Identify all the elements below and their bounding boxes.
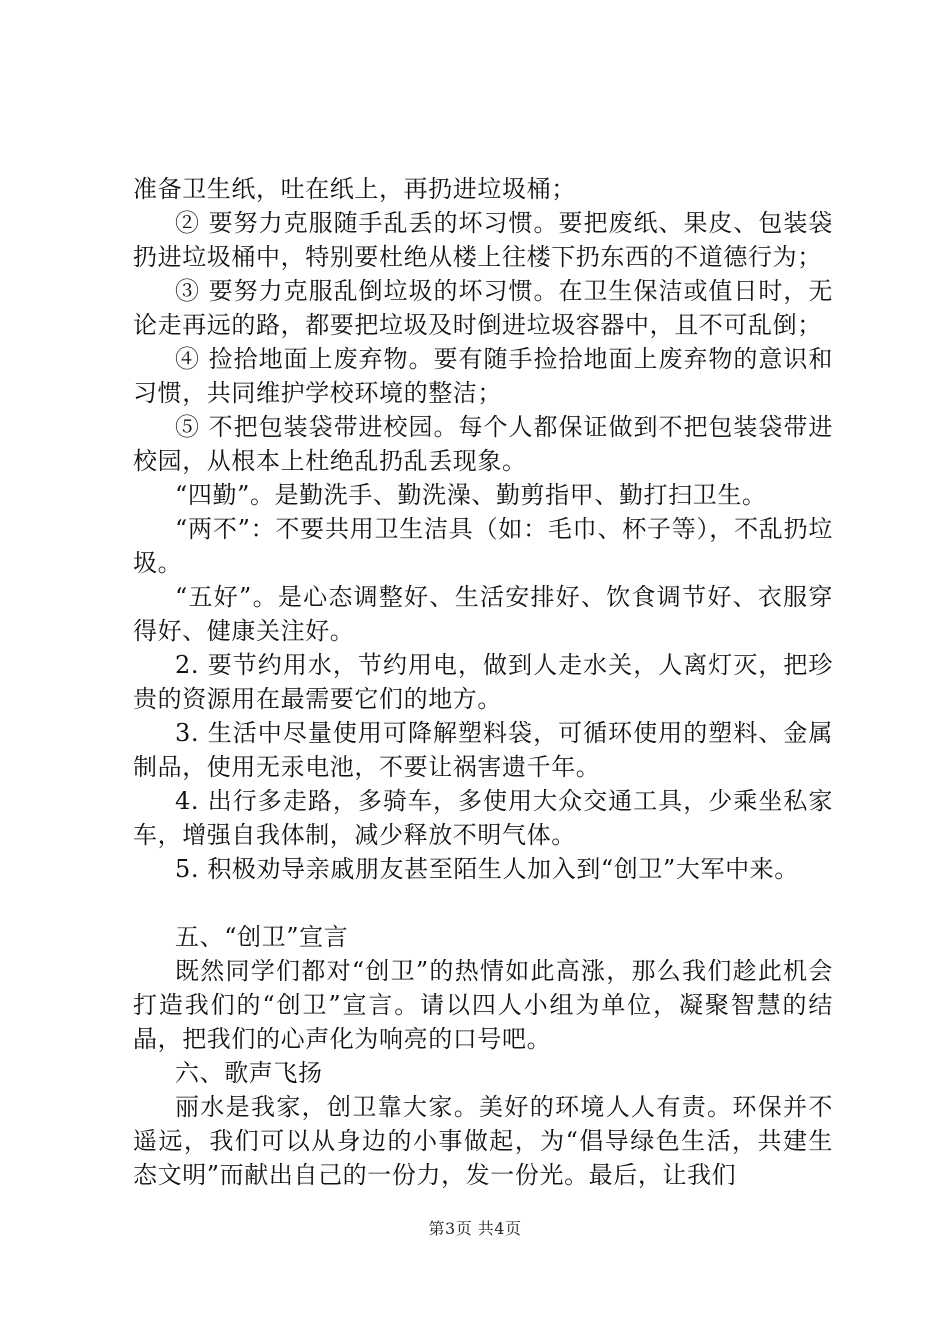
list-item-4: ④ 捡拾地面上废弃物。要有随手捡拾地面上废弃物的意识和习惯，共同维护学校环境的整洁； — [133, 345, 833, 407]
paragraph-continuation: 准备卫生纸，吐在纸上，再扔进垃圾桶； — [133, 175, 576, 203]
paragraph-wu-hao: “五好”。是心态调整好、生活安排好、饮食调节好、衣服穿得好、健康关注好。 — [133, 583, 833, 645]
numbered-item-5: 5. 积极劝导亲戚朋友甚至陌生人加入到“创卫”大军中来。 — [175, 855, 799, 883]
numbered-item-2: 2. 要节约用水，节约用电，做到人走水关，人离灯灭，把珍贵的资源用在最需要它们的地方。 — [133, 651, 833, 713]
paragraph-closing: 丽水是我家，创卫靠大家。美好的环境人人有责。环保并不遥远，我们可以从身边的小事做起，为“倡导绿色生活，共建生态文明”而献出自己的一份力，发一份光。最后，让我们 — [133, 1093, 833, 1189]
paragraph-liang-bu: “两不”：不要共用卫生洁具（如：毛巾、杯子等），不乱扔垃圾。 — [133, 515, 833, 577]
list-item-5: ⑤ 不把包装袋带进校园。每个人都保证做到不把包装袋带进校园，从根本上杜绝乱扔乱丢现象。 — [133, 413, 833, 475]
section-heading-6: 六、歌声飞扬 — [175, 1059, 323, 1087]
list-item-3: ③ 要努力克服乱倒垃圾的坏习惯。在卫生保洁或值日时，无论走再远的路，都要把垃圾及时倒进垃圾容器中，且不可乱倒； — [133, 277, 833, 339]
page-footer: 第3页 共4页 — [428, 1219, 522, 1238]
paragraph-si-qin: “四勤”。是勤洗手、勤洗澡、勤剪指甲、勤打扫卫生。 — [175, 481, 767, 509]
numbered-item-4: 4. 出行多走路，多骑车，多使用大众交通工具，少乘坐私家车，增强自我体制，减少释放不明气体。 — [133, 787, 833, 849]
list-item-2: ② 要努力克服随手乱丢的坏习惯。要把废纸、果皮、包装袋扔进垃圾桶中，特别要杜绝从楼上往楼下扔东西的不道德行为； — [133, 209, 833, 271]
document-body — [133, 172, 833, 1192]
section-heading-5: 五、“创卫”宣言 — [175, 923, 349, 951]
paragraph-declaration: 既然同学们都对“创卫”的热情如此高涨，那么我们趁此机会打造我们的“创卫”宣言。请以四人小组为单位，凝聚智慧的结晶，把我们的心声化为响亮的口号吧。 — [133, 957, 833, 1053]
numbered-item-3: 3. 生活中尽量使用可降解塑料袋，可循环使用的塑料、金属制品，使用无汞电池，不要让祸害遗千年。 — [133, 719, 833, 781]
